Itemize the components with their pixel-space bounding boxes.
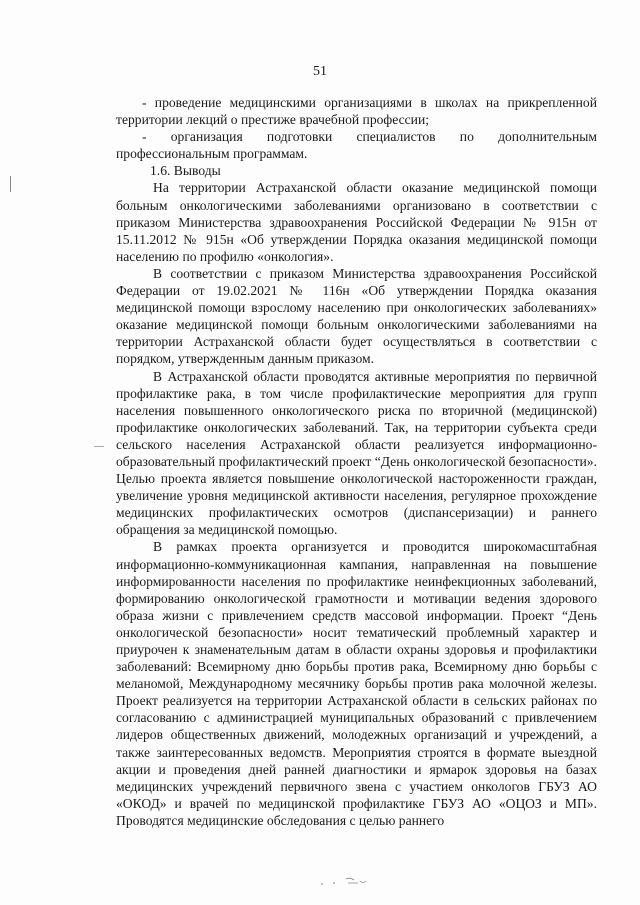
paragraph-prevention: В Астраханской области проводятся активные мероприятия по первичной профилактике рака, в том числе профилактические мероприятия для групп населения повышенного онкологического риска по вторичной (медицинской) профилактике онкологических заболеваний. Так, на территории субъекта среди сельского населения Астраханской области реализуется информационно-образовательный профилактический проект “День онкологической безопасности». Целью проекта является повышение онкологической настороженности граждан, увеличение уровня медицинской активности населения, регулярное прохождение медицинских профилактических осмотров (диспансеризации) и раннего обращения за медицинской помощью.: [116, 368, 597, 538]
paragraph-campaign: В рамках проекта организуется и проводится широкомасштабная информационно-коммуникационная кампания, направленная на повышение информированности населения по профилактике неинфекционных заболеваний, формированию онкологической грамотности и мотивации ведения здорового образа жизни с привлечением средств массовой информации. Проект “День онкологической безопасности» носит тематический проблемный характер и приурочен к знаменательным датам в области охраны здоровья и профилактики заболеваний: Всемирному дню борьбы против рака, Всемирному дню борьбы с меланомой, Международному месячнику борьбы против рака молочной железы. Проект реализуется на территории Астраханской области в сельских районах по согласованию с администрацией муниципальных образований с привлечением лидеров общественных движений, молодежных организаций и учреждений, а также заинтересованных ведомств. Мероприятия строятся в формате выездной акции и проведения дней ранней диагностики и ярмарок здоровья на базах медицинских учреждений первичного звена с участием онкологов ГБУЗ АО «ОКОД» и врачей по медицинской профилактике ГБУЗ АО «ОЦОЗ и МП». Проводятся медицинские обследования с целью раннего: [116, 539, 597, 828]
paragraph-order-915n: На территории Астраханской области оказание медицинской помощи больным онкологическими заболеваниями организовано в соответствии с приказом Министерства здравоохранения Российской Федерации № 915н от 15.11.2012 № 915н «Об утверждении Порядка оказания медицинской помощи населению по профилю «онкология».: [116, 180, 597, 264]
page-number: 51: [313, 64, 327, 79]
list-item-lectures: - проведение медицинскими организациями в школах на прикрепленной территории лекций о престиже врачебной профессии;: [116, 95, 597, 128]
scan-artifact-left: [10, 176, 11, 192]
section-heading: 1.6. Выводы: [150, 163, 221, 179]
scan-artifact-bottom: [318, 876, 378, 888]
scan-artifact-margin: [94, 446, 104, 447]
list-item-training: - организация подготовки специалистов по дополнительным профессиональным программам.: [116, 129, 597, 162]
document-body: [116, 94, 597, 829]
paragraph-order-116n: В соответствии с приказом Министерства здравоохранения Российской Федерации от 19.02.2021 № 116н «Об утверждении Порядка оказания медицинской помощи взрослому населению при онкологических заболеваниях» оказание медицинской помощи больным онкологическими заболеваниями на территории Астраханской области будет осуществляться в соответствии с порядком, утвержденным данным приказом.: [116, 265, 597, 367]
